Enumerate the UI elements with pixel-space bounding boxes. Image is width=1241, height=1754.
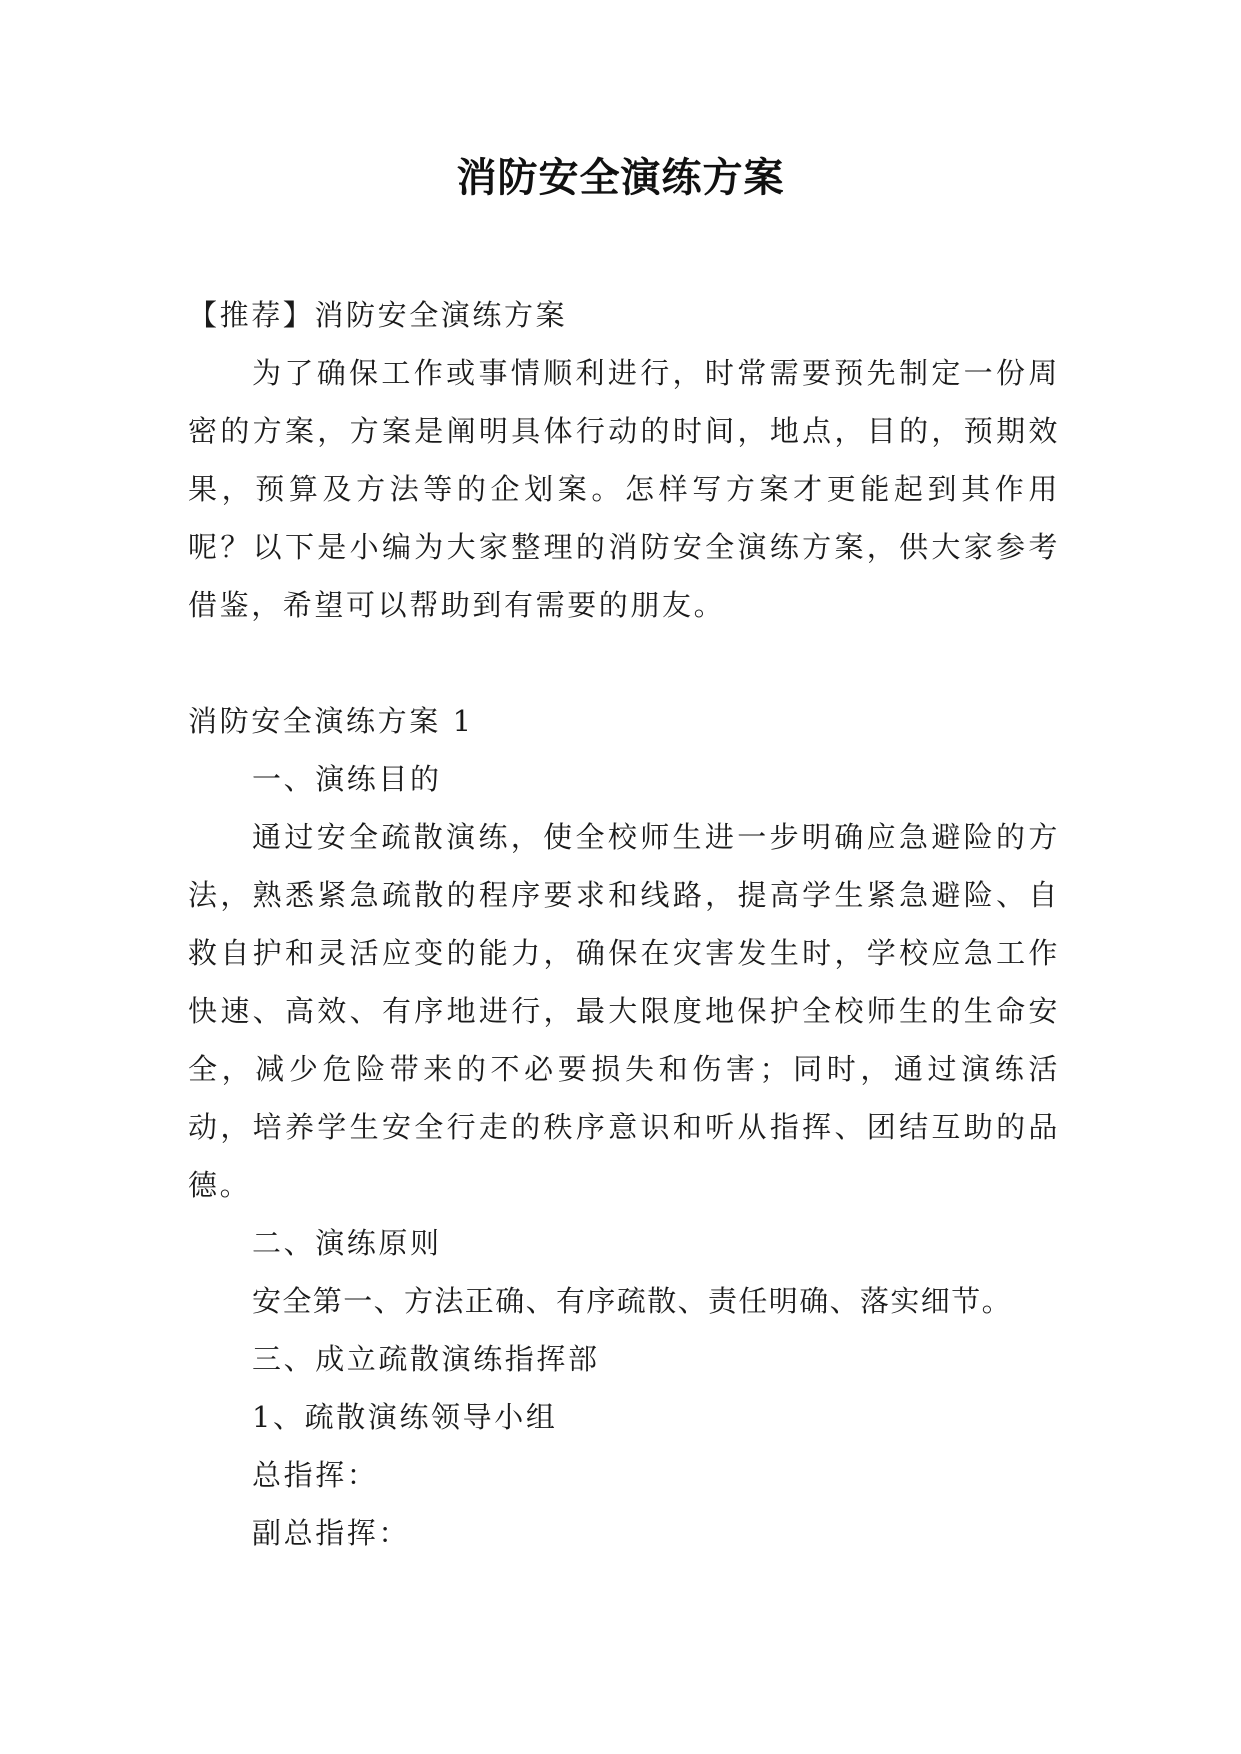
section-title: 消防安全演练方案 1 <box>188 704 474 738</box>
commander-label: 总指挥： <box>252 1458 379 1492</box>
paragraph-spacer <box>188 634 1060 692</box>
document-body <box>188 286 1060 1562</box>
heading-purpose: 一、演练目的 <box>252 762 442 796</box>
paragraph-principles: 安全第一、方法正确、有序疏散、责任明确、落实细节。 <box>252 1284 1013 1318</box>
item-leadership-group: 1、疏散演练领导小组 <box>252 1400 558 1434</box>
intro-heading: 【推荐】消防安全演练方案 <box>188 298 568 332</box>
deputy-commander-label: 副总指挥： <box>252 1516 411 1550</box>
document-title: 消防安全演练方案 <box>456 155 785 201</box>
heading-command: 三、成立疏散演练指挥部 <box>252 1342 600 1376</box>
paragraph-purpose: 通过安全疏散演练，使全校师生进一步明确应急避险的方法，熟悉紧急疏散的程序要求和线路，提高学生紧急避险、自救自护和灵活应变的能力，确保在灾害发生时，学校应急工作快速、高效、有序地进行，最大限度地保护全校师生的生命安全，减少危险带来的不必要损失和伤害；同时，通过演练活动，培养学生安全行走的秩序意识和听从指挥、团结互助的品德。 <box>188 820 1060 1202</box>
heading-principles: 二、演练原则 <box>252 1226 442 1260</box>
intro-paragraph: 为了确保工作或事情顺利进行，时常需要预先制定一份周密的方案，方案是阐明具体行动的时间，地点，目的，预期效果，预算及方法等的企划案。怎样写方案才更能起到其作用呢？以下是小编为大家整理的消防安全演练方案，供大家参考借鉴，希望可以帮助到有需要的朋友。 <box>188 356 1060 622</box>
